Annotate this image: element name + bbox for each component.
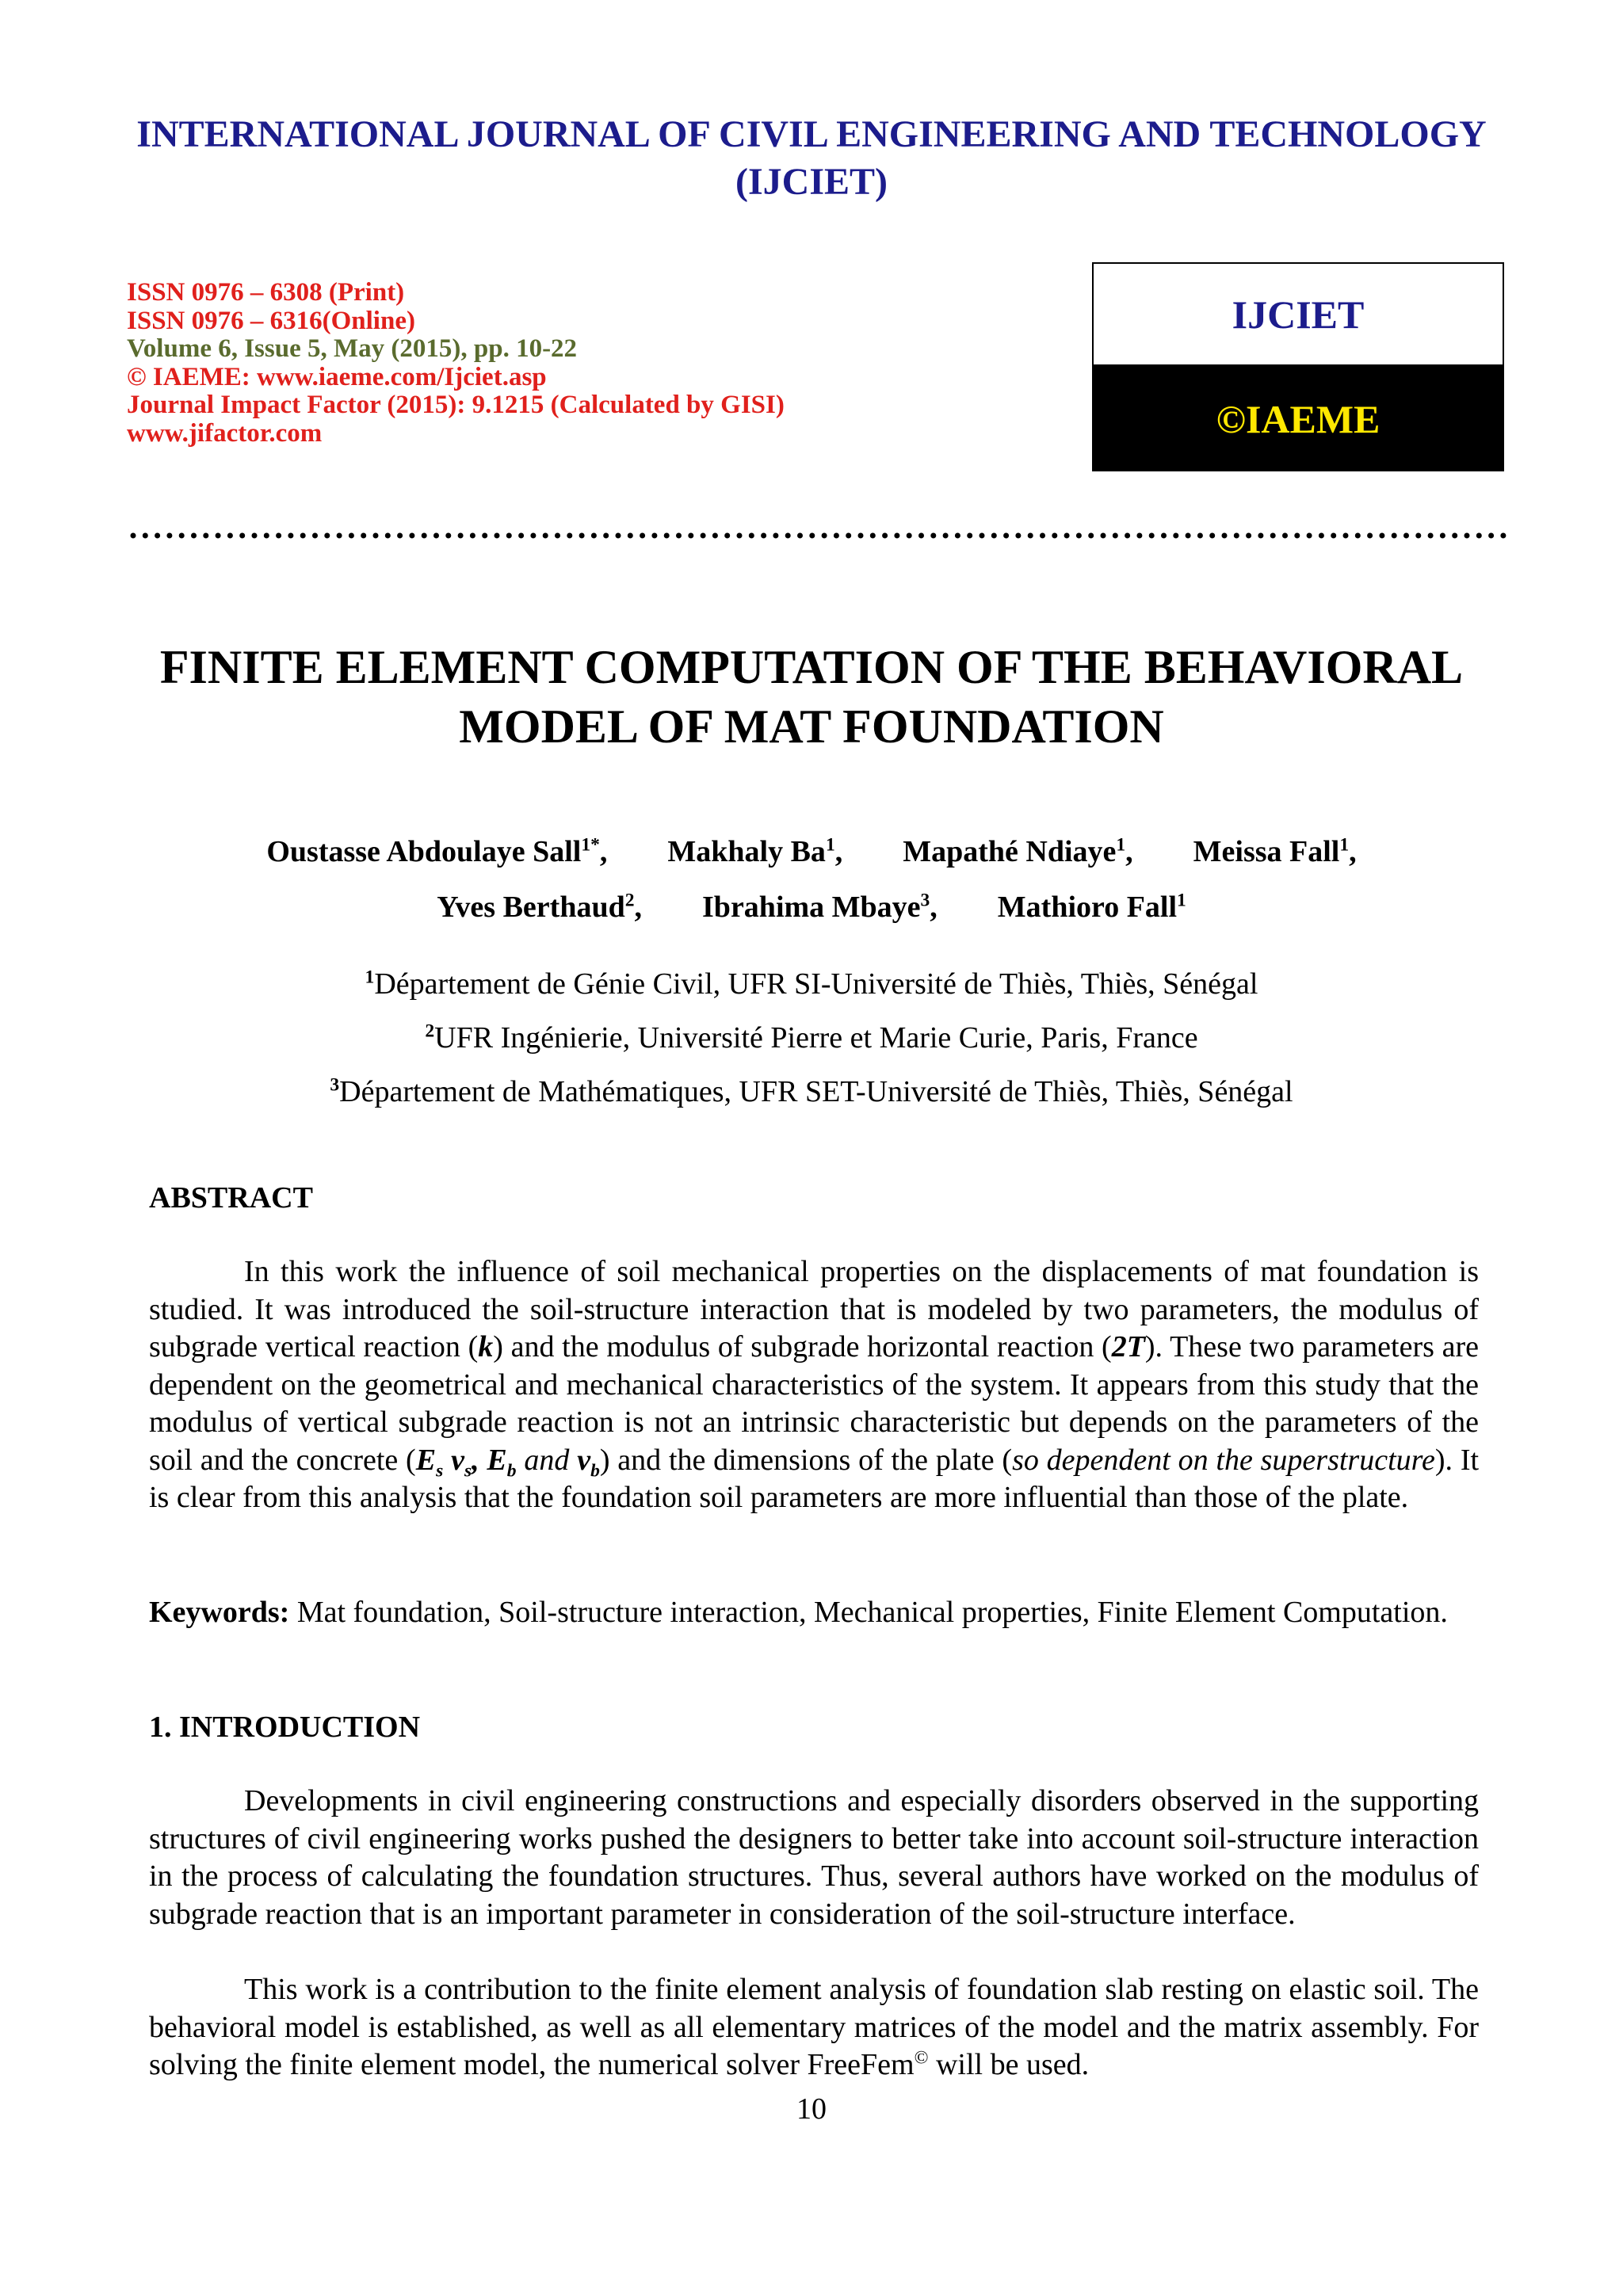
introduction-paragraph-1: Developments in civil engineering constructions and especially disorders observed in the supporting structures of civil engineering works pushed the designers to better take into account soil-structure interaction in the process of calculating the foundation structures. Thus, several authors have worked on the modulus of subgrade reaction that is an important parameter in consideration of the soil-structure interface.	[149, 1784, 1479, 1931]
journal-title: INTERNATIONAL JOURNAL OF CIVIL ENGINEERING AND TECHNOLOGY (IJCIET)	[136, 113, 1487, 203]
abstract-body: In this work the influence of soil mechanical properties on the displacements of mat foundation is studied. It was introduced the soil-structure interaction that is modeled by two parameters, the modulus of subgrade vertical reaction (k) and the modulus of subgrade horizontal reaction (2T). These two parameters are dependent on the geometrical and mechanical characteristics of the system. It appears from this study that the modulus of vertical subgrade reaction is not an intrinsic characteristic but depends on the parameters of the soil and the concrete ($E_s$ $v_s$, $E_b$ and $v_b$) and the dimensions of the plate (so dependent on the superstructure). It is clear from this analysis that the foundation soil parameters are more influential than those of the plate.	[149, 1255, 1480, 1514]
introduction-paragraph-2: This work is a contribution to the finite element analysis of foundation slab resting on elastic soil. The behavioral model is established, as well as all elementary matrices of the model and the matrix assembly. For solving the finite element model, the numerical solver FreeFem© will be used.	[149, 1973, 1479, 2081]
keywords-label: Keywords:	[149, 1596, 290, 1629]
issn-online: ISSN 0976 – 6316(Online)	[127, 306, 415, 335]
author: Yves Berthaud$^2$,	[437, 890, 643, 924]
introduction-heading: 1. INTRODUCTION	[149, 1711, 421, 1744]
affiliations	[119, 957, 1504, 1119]
volume-info: Volume 6, Issue 5, May (2015), pp. 10-22	[127, 334, 578, 363]
affiliation: $^3$Département de Mathématiques, UFR SET-Université de Thiès, Thiès, Sénégal	[330, 1074, 1293, 1108]
logo-ijciet: IJCIET	[1094, 264, 1503, 366]
impact-factor: Journal Impact Factor (2015): 9.1215 (Calculated by GISI)	[127, 391, 785, 419]
iaeme-link[interactable]: © IAEME: www.iaeme.com/Ijciet.asp	[127, 362, 547, 391]
affiliation: $^2$UFR Ingénierie, Université Pierre et Marie Curie, Paris, France	[425, 1020, 1198, 1055]
author-row-1	[119, 824, 1504, 879]
issn-print: ISSN 0976 – 6308 (Print)	[127, 278, 405, 307]
page-number: 10	[796, 2092, 827, 2126]
author: Meissa Fall$^1$,	[1193, 834, 1357, 868]
author: Makhaly Ba$^1$,	[667, 834, 843, 868]
dotted-divider	[130, 531, 1514, 540]
author: Mapathé Ndiaye$^1$,	[903, 834, 1133, 868]
abstract-heading: ABSTRACT	[149, 1181, 313, 1215]
author: Oustasse Abdoulaye Sall$^{1*}$,	[266, 834, 608, 868]
journal-logo	[1092, 262, 1504, 471]
author-row-2	[119, 879, 1504, 935]
paper-title: FINITE ELEMENT COMPUTATION OF THE BEHAVIORAL MODEL OF MAT FOUNDATION	[159, 641, 1464, 753]
author: Mathioro Fall$^1$	[997, 890, 1186, 924]
affiliation: $^1$Département de Génie Civil, UFR SI-Université de Thiès, Thiès, Sénégal	[365, 967, 1258, 1001]
author-list	[119, 824, 1504, 935]
author: Ibrahima Mbaye$^3$,	[702, 890, 938, 924]
journal-info	[127, 279, 785, 448]
logo-iaeme: ©IAEME	[1094, 366, 1503, 471]
keywords: Keywords: Mat foundation, Soil-structure interaction, Mechanical properties, Finite Element Computation.	[149, 1596, 1448, 1629]
jifactor-link[interactable]: www.jifactor.com	[127, 418, 323, 448]
